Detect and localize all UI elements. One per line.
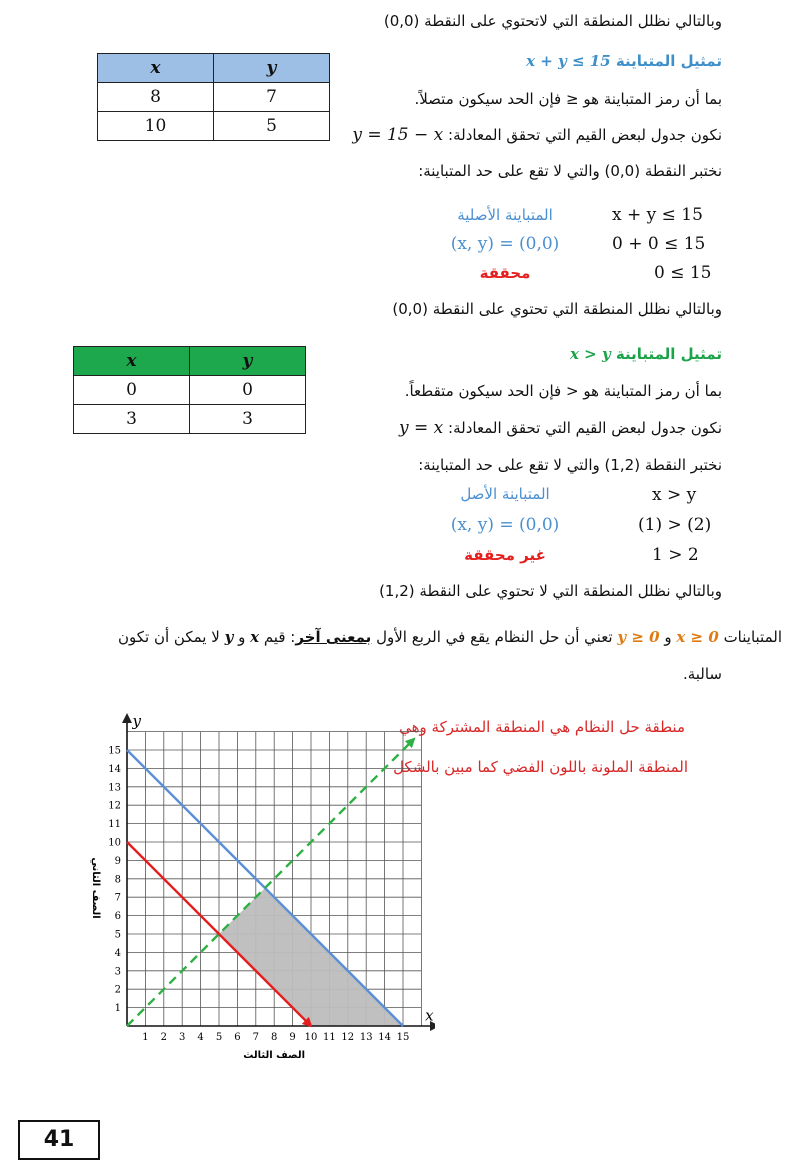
s2-check-note-1: المتباينة الأصل: [460, 485, 550, 503]
s2-check-math-2: (1) > (2): [638, 515, 712, 535]
s2-check-math-1: x > y: [652, 485, 697, 505]
s1-check-note-2: (x, y) = (0,0): [450, 234, 560, 254]
y-tick-label: 7: [114, 892, 121, 904]
table1-cell: 8: [98, 83, 214, 112]
y-tick-label: 6: [114, 911, 121, 923]
x-tick-label: 12: [341, 1032, 355, 1043]
y-tick-label: 11: [108, 819, 121, 831]
x-tick-label: 10: [304, 1032, 318, 1043]
section2-heading-math: x > y: [569, 345, 611, 363]
quadrant-ineq-x: 0 ≤ x: [676, 628, 719, 646]
section2-line3: نختبر النقطة (1,2) والتي لا تقع على حد المتباينة:: [418, 456, 722, 474]
y-tick-label: 13: [108, 782, 121, 794]
section1-line1: بما أن رمز المتباينة هو ≤ فإن الحد سيكون متصلاً.: [414, 90, 722, 108]
table1-cell: 10: [98, 112, 214, 141]
solution-text-2: المنطقة الملونة باللون الفضي كما مبين بالشكل: [393, 758, 688, 776]
s1-check-math-2: 0 + 0 ≤ 15: [612, 234, 706, 254]
quadrant-text-b: تعني أن حل النظام يقع في الربع الأول: [376, 628, 613, 646]
x-tick-label: 2: [160, 1032, 167, 1043]
x-tick-label: 1: [142, 1032, 149, 1043]
solution-text-1: منطقة حل النظام هي المنطقة المشتركة وهي: [399, 718, 685, 736]
section1-line2-math: y = 15 − x: [352, 125, 444, 145]
y-tick-label: 1: [114, 1003, 121, 1015]
table2-header-x: x: [74, 347, 190, 376]
section2-line2-math: y = x: [399, 418, 444, 438]
s1-check-note-3: محققة: [479, 264, 531, 282]
table2-cell: 0: [190, 376, 306, 405]
quadrant-ineq-y: 0 ≤ y: [617, 628, 660, 646]
table2-cell: 3: [74, 405, 190, 434]
s1-check-math-1: x + y ≤ 15: [612, 205, 703, 225]
section1-conclusion: وبالتالي نظلل المنطقة التي تحتوي على النقطة (0,0): [392, 300, 722, 318]
x-tick-label: 15: [396, 1032, 410, 1043]
table1-cell: 5: [214, 112, 330, 141]
section2-line2-text: نكون جدول لبعض القيم التي تحقق المعادلة:: [448, 419, 722, 437]
inequality-graph: [75, 686, 435, 1096]
page-number: 41: [18, 1120, 100, 1160]
s1-check-math-3: 0 ≤ 15: [654, 263, 712, 283]
quadrant-emphasis: بمعنى آخر: [295, 628, 372, 646]
y-tick-label: 5: [114, 929, 121, 941]
x-tick-label: 14: [378, 1032, 391, 1043]
s2-check-math-3: 1 > 2: [652, 545, 699, 565]
value-table-2: [73, 346, 306, 434]
section1-heading-prefix: تمثيل المتباينة: [615, 52, 722, 70]
table2-header-y: y: [190, 347, 306, 376]
s2-check-note-2: (x, y) = (0,0): [450, 515, 560, 535]
x-tick-label: 8: [271, 1032, 278, 1043]
section1-line2: [352, 125, 722, 145]
y-tick-label: 8: [114, 874, 121, 886]
quadrant-text-d: لا يمكن أن تكون: [117, 628, 220, 646]
quadrant-and2: و: [238, 628, 246, 646]
quadrant-line1: [118, 628, 782, 646]
quadrant-y: y: [224, 628, 234, 646]
x-tick-label: 13: [359, 1032, 373, 1043]
section2-line2: [399, 418, 722, 438]
y-tick-label: 15: [108, 745, 121, 757]
y-tick-label: 4: [114, 947, 121, 959]
section1-heading: [526, 52, 722, 70]
y-axis-label: الصف الثاني: [90, 857, 101, 919]
value-table-1: [97, 53, 330, 141]
section1-heading-math: x + y ≤ 15: [526, 52, 611, 70]
section2-conclusion: وبالتالي نظلل المنطقة التي لا تحتوي على النقطة (1,2): [379, 582, 722, 600]
quadrant-and: و: [664, 628, 672, 646]
section2-heading: [570, 345, 722, 363]
x-tick-label: 3: [179, 1032, 186, 1043]
table1-header-y: y: [214, 54, 330, 83]
y-axis-letter: y: [132, 712, 142, 731]
top-conclusion: وبالتالي نظلل المنطقة التي لاتحتوي على النقطة (0,0): [383, 12, 722, 30]
section1-line3: نختبر النقطة (0,0) والتي لا تقع على حد المتباينة:: [418, 162, 722, 180]
s1-check-note-1: المتباينة الأصلية: [457, 206, 553, 224]
table1-cell: 7: [214, 83, 330, 112]
x-tick-label: 9: [289, 1032, 296, 1043]
quadrant-line2: سالبة.: [682, 665, 722, 683]
x-axis-label: الصف الثالث: [243, 1050, 306, 1061]
x-tick-label: 11: [323, 1032, 336, 1043]
y-tick-label: 10: [108, 837, 121, 849]
table2-cell: 3: [190, 405, 306, 434]
section2-line1: بما أن رمز المتباينة هو < فإن الحد سيكون متقطعاً.: [404, 382, 722, 400]
x-tick-label: 6: [234, 1032, 241, 1043]
x-axis-letter: x: [425, 1006, 434, 1025]
x-tick-label: 4: [197, 1032, 204, 1043]
quadrant-text-c: : قيم: [263, 628, 296, 646]
y-tick-label: 14: [108, 763, 121, 775]
x-tick-label: 7: [252, 1032, 259, 1043]
y-tick-label: 3: [114, 966, 121, 978]
y-tick-label: 2: [114, 984, 121, 996]
section1-line2-text: نكون جدول لبعض القيم التي تحقق المعادلة:: [448, 126, 722, 144]
quadrant-text-a: المتباينات: [723, 628, 782, 646]
section2-heading-prefix: تمثيل المتباينة: [615, 345, 722, 363]
table1-header-x: x: [98, 54, 214, 83]
y-tick-label: 9: [114, 855, 121, 867]
s2-check-note-3: غير محققة: [464, 546, 546, 564]
x-tick-label: 5: [215, 1032, 223, 1043]
y-tick-label: 12: [108, 800, 121, 812]
quadrant-x: x: [250, 628, 260, 646]
table2-cell: 0: [74, 376, 190, 405]
